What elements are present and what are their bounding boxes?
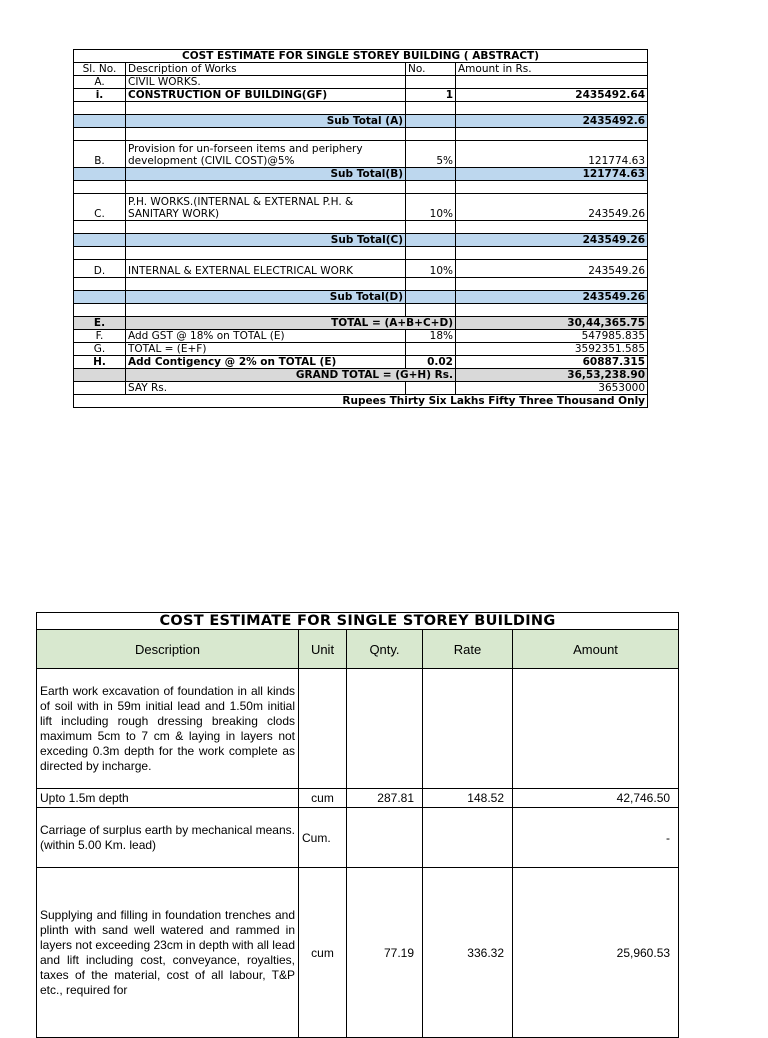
detail-title-row xyxy=(37,613,679,630)
total-e-row: E. TOTAL = (A+B+C+D) 30,44,365.75 xyxy=(74,317,648,330)
table-row: Carriage of surplus earth by mechanical means.(within 5.00 Km. lead) Cum. - xyxy=(37,808,679,868)
row-f: F. Add GST @ 18% on TOTAL (E) 18% 547985.835 xyxy=(74,330,648,343)
row-c: C. P.H. WORKS.(INTERNAL & EXTERNAL P.H. & SANITARY WORK) 10% 243549.26 xyxy=(74,194,648,221)
abstract-title: COST ESTIMATE FOR SINGLE STOREY BUILDING ( ABSTRACT) xyxy=(74,50,648,63)
grand-total-row: GRAND TOTAL = (G+H) Rs. 36,53,238.90 xyxy=(74,369,648,382)
table-row: Earth work excavation of foundation in all kinds of soil with in 59m initial lead and 1.50m initial lift including rough dressing breaking clods maximum 5cm to 7 cm & laying in layers not exceding 0.3m depth for the work complete as directed by incharge. xyxy=(37,669,679,789)
header-sl-no: Sl. No. xyxy=(74,63,126,76)
subtotal-a-row: Sub Total (A) 2435492.6 xyxy=(74,115,648,128)
header-rate: Rate xyxy=(423,630,513,669)
header-description: Description xyxy=(37,630,299,669)
table-row: Supplying and filling in foundation trenches and plinth with sand well watered and rammed in layers not exceeding 23cm in depth with all lead and lift including cost, conveyance, royalties, taxes of the material, cost of all labour, T&P etc., required for cum 77.19 336.32 25,960.53 xyxy=(37,868,679,1038)
abstract-header-row xyxy=(74,63,648,76)
row-g: G. TOTAL = (E+F) 3592351.585 xyxy=(74,343,648,356)
amount-in-words-row: Rupees Thirty Six Lakhs Fifty Three Thousand Only xyxy=(74,395,648,408)
subtotal-b-row: Sub Total(B) 121774.63 xyxy=(74,168,648,181)
header-qnty: Qnty. xyxy=(347,630,423,669)
row-i: i. CONSTRUCTION OF BUILDING(GF) 1 2435492.64 xyxy=(74,89,648,102)
say-row: SAY Rs. 3653000 xyxy=(74,382,648,395)
detail-title: COST ESTIMATE FOR SINGLE STOREY BUILDING xyxy=(37,613,679,630)
detail-table xyxy=(36,612,679,1038)
row-b: B. Provision for un-forseen items and periphery development (CIVIL COST)@5% 5% 121774.63 xyxy=(74,141,648,168)
table-row: Upto 1.5m depth cum 287.81 148.52 42,746.50 xyxy=(37,789,679,808)
subtotal-c-row: Sub Total(C) 243549.26 xyxy=(74,234,648,247)
abstract-table xyxy=(73,49,648,408)
subtotal-d-row: Sub Total(D) 243549.26 xyxy=(74,291,648,304)
header-unit: Unit xyxy=(299,630,347,669)
header-amount: Amount in Rs. xyxy=(456,63,648,76)
header-amount: Amount xyxy=(513,630,679,669)
header-description: Description of Works xyxy=(126,63,406,76)
row-a: A. CIVIL WORKS. xyxy=(74,76,648,89)
row-h: H. Add Contigency @ 2% on TOTAL (E) 0.02 60887.315 xyxy=(74,356,648,369)
header-no: No. xyxy=(406,63,456,76)
detail-header-row xyxy=(37,630,679,669)
row-d: D. INTERNAL & EXTERNAL ELECTRICAL WORK 10% 243549.26 xyxy=(74,260,648,278)
